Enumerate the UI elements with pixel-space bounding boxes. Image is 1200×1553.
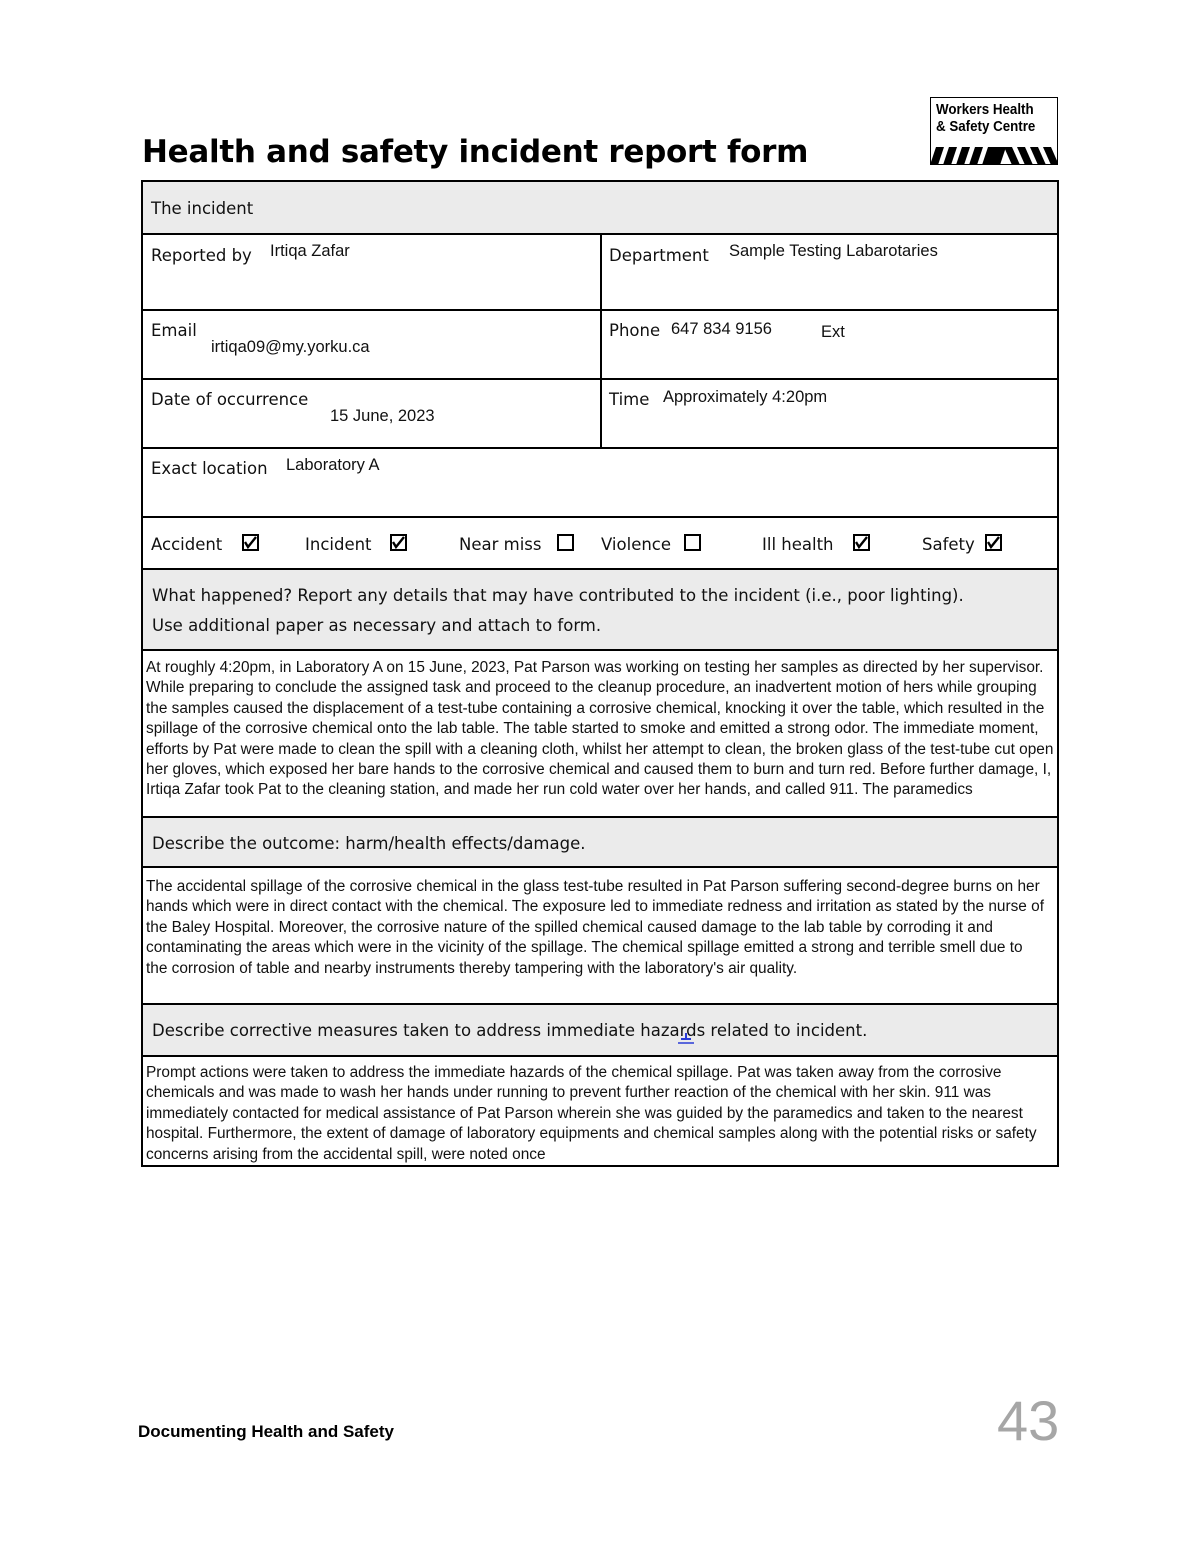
reported-by-cell <box>141 233 602 311</box>
section-header-corrective <box>141 1003 1059 1057</box>
corrective-text: Prompt actions were taken to address the immediate hazards of the chemical spillage. Pat was taken away from the corrosive chemicals and was made to wash her hands under running to prevent further reaction of the chemical with her skin. 911 was immediately contacted for medical assistance of Pat Parson wherein she was guided by the paramedics and taken to the nearest hospital. Furthermore, the extent of damage of laboratory equipments and chemical samples along with the potential risks or safety concerns arising from the accidental spill, were noted once <box>146 1064 1037 1163</box>
workers-health-safety-logo <box>930 97 1058 165</box>
section-header-what-happened <box>141 568 1059 651</box>
footer-title: Documenting Health and Safety <box>138 1422 394 1441</box>
outcome-text: The accidental spillage of the corrosive chemical in the glass test-tube resulted in Pat Parson suffering second-degree burns on her hands which were in direct contact with the chemical. The exposure led to immediate redness and irritation as stated by the nurse of the Baley Hospital. Moreover, the corrosive nature of the spilled chemical caused damage to the lab table by corroding it and contaminating the areas which were in the vicinity of the spillage. The chemical spillage emitted a strong and terrible smell due to the corrosion of table and nearby instruments thereby tampering with the laboratory's air quality. <box>146 878 1044 977</box>
logo-line-2: & Safety Centre <box>936 119 1036 135</box>
checkbox-ill-health[interactable] <box>853 534 870 551</box>
location-cell <box>141 447 1059 518</box>
corrective-field[interactable] <box>141 1055 1059 1167</box>
section-incident-label: The incident <box>151 199 254 218</box>
time-label: Time <box>609 390 650 409</box>
ext-label: Ext <box>821 323 845 341</box>
reported-by-field[interactable]: Irtiqa Zafar <box>270 242 350 260</box>
email-field[interactable]: irtiqa09@my.yorku.ca <box>211 338 370 356</box>
logo-stripes-icon <box>930 145 1058 165</box>
email-label: Email <box>151 321 197 340</box>
section-header-outcome <box>141 816 1059 868</box>
section-header-incident <box>141 180 1059 235</box>
page-title: Health and safety incident report form <box>142 134 809 170</box>
checkbox-label-ill-health: Ill health <box>762 535 834 554</box>
phone-label: Phone <box>609 321 661 340</box>
email-cell <box>141 309 602 380</box>
what-happened-prompt-line-2: Use additional paper as necessary and attach to form. <box>152 616 602 635</box>
date-cell <box>141 378 602 449</box>
checkbox-label-incident: Incident <box>305 535 372 554</box>
phone-field[interactable]: 647 834 9156 <box>671 320 772 338</box>
link-anchor-icon <box>676 1032 696 1044</box>
checkbox-incident[interactable] <box>390 534 407 551</box>
date-label: Date of occurrence <box>151 390 309 409</box>
checkbox-label-violence: Violence <box>601 535 672 554</box>
outcome-prompt: Describe the outcome: harm/health effects/damage. <box>152 834 586 853</box>
checkbox-violence[interactable] <box>684 534 701 551</box>
incident-type-row <box>141 516 1059 570</box>
department-field[interactable]: Sample Testing Labarotaries <box>729 242 938 260</box>
page-number: 43 <box>997 1389 1060 1452</box>
checkbox-label-accident: Accident <box>151 535 223 554</box>
logo-line-1: Workers Health <box>936 102 1034 118</box>
outcome-field[interactable] <box>141 866 1059 1005</box>
what-happened-text: At roughly 4:20pm, in Laboratory A on 15 June, 2023, Pat Parson was working on testing her samples as directed by her supervisor. While preparing to conclude the assigned task and proceed to the cleanup procedure, an inadvertent motion of hers while grouping the samples caused the displacement of a test-tube containing a corrosive chemical, knocking it over the table, which resulted in the spillage of the corrosive chemical onto the lab table. The table started to smoke and emitted a strong odor. The immediate moment, efforts by Pat were made to clean the spill with a cleaning cloth, whilst her attempt to clean, the broken glass of the test-tube cut open her gloves, which exposed her bare hands to the corrosive chemical and caused them to burn and turn red. Before further damage, I, Irtiqa Zafar took Pat to the cleaning station, and made her run cold water over her hands, and called 911. The paramedics <box>146 659 1054 799</box>
what-happened-field[interactable] <box>141 649 1059 818</box>
location-field[interactable]: Laboratory A <box>286 456 380 474</box>
corrective-prompt: Describe corrective measures taken to address immediate hazards related to incident. <box>152 1021 868 1040</box>
department-cell <box>600 233 1059 311</box>
checkbox-near-miss[interactable] <box>557 534 574 551</box>
checkbox-label-near-miss: Near miss <box>459 535 542 554</box>
what-happened-prompt-line-1: What happened? Report any details that may have contributed to the incident (i.e., poor lighting). <box>152 586 964 605</box>
location-label: Exact location <box>151 459 268 478</box>
department-label: Department <box>609 246 709 265</box>
date-field[interactable]: 15 June, 2023 <box>330 407 435 425</box>
time-cell <box>600 378 1059 449</box>
time-field[interactable]: Approximately 4:20pm <box>663 388 828 406</box>
checkbox-accident[interactable] <box>242 534 259 551</box>
checkbox-safety[interactable] <box>985 534 1002 551</box>
checkbox-label-safety: Safety <box>922 535 975 554</box>
reported-by-label: Reported by <box>151 246 252 265</box>
phone-cell <box>600 309 1059 380</box>
